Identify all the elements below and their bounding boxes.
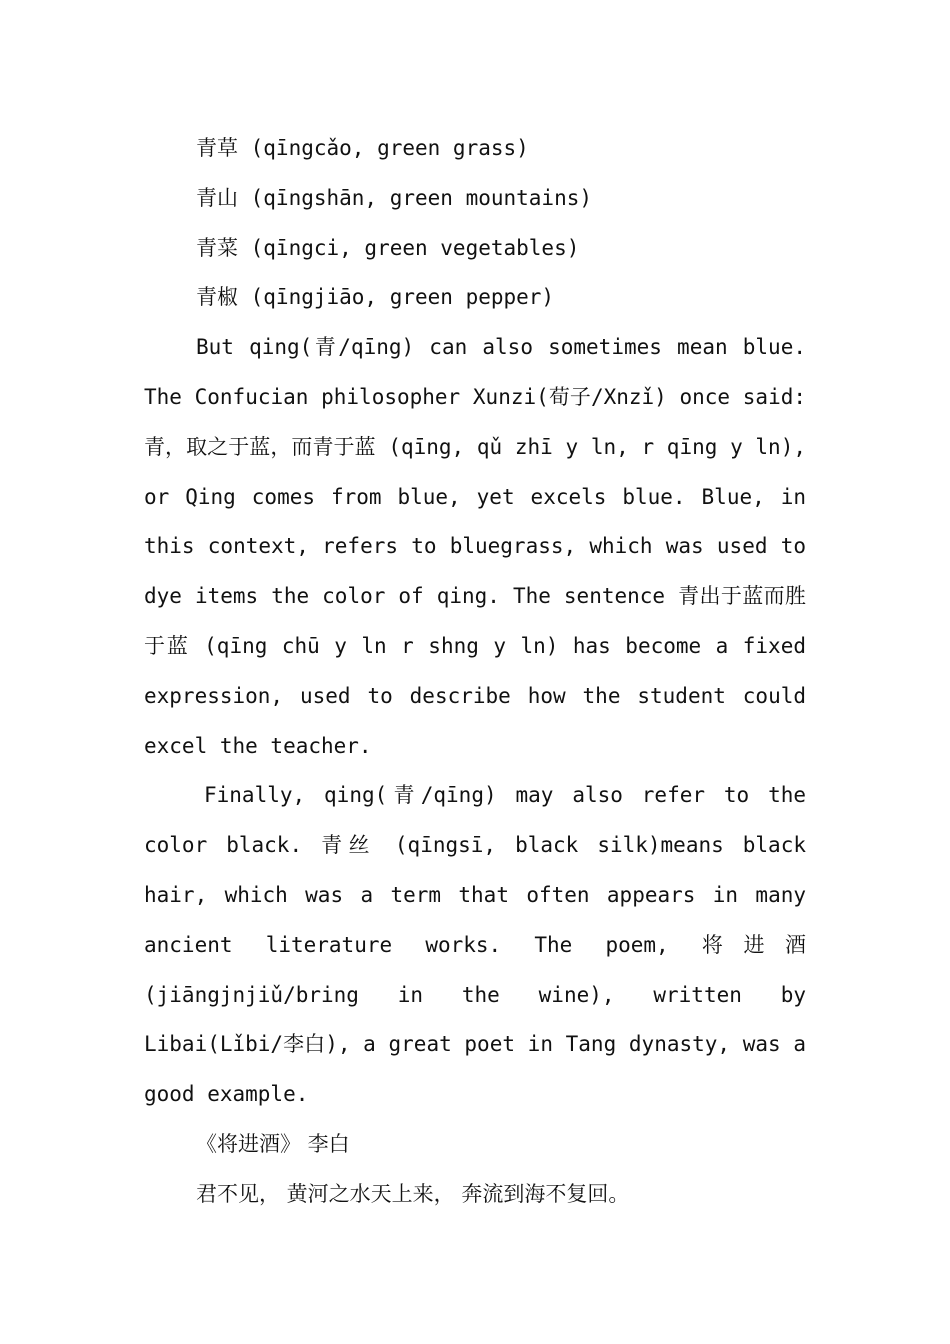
vocab-item-green-grass: 青草 (qīngcǎo, green grass) bbox=[196, 136, 529, 160]
vocab-item-green-mountains: 青山 (qīngshān, green mountains) bbox=[196, 185, 593, 210]
vocab-item-green-vegetables: 青菜 (qīngci, green vegetables) bbox=[196, 235, 580, 260]
document-body bbox=[144, 124, 806, 1220]
paragraph-qing-blue: But qing(青/qīng) can also sometimes mean blue. The Confucian philosopher Xunzi(荀子/Xnzǐ) once said: 青，取之于蓝，而青于蓝 (qīng, qǔ zhī y ln, r qīng y ln), or Qing comes from blue, yet excels blue. Blue, in this context, refers to bluegrass, which was used to dye items the color of qing. The sentence 青出于蓝而胜于蓝 (qīng chū y ln r shng y ln) has become a fixed expression, used to describe how the student could excel the teacher. bbox=[144, 335, 806, 758]
paragraph-qing-black: Finally, qing(青/qīng) may also refer to the color black. 青丝 (qīngsī, black silk)means black hair, which was a term that often appears in many ancient literature works. The poem, 将进酒 (jiāngjnjiǔ/bring in the wine), written by Libai(Lǐbi/李白), a great poet in Tang dynasty, was a good example. bbox=[144, 783, 806, 1107]
poem-title: 《将进酒》 李白 bbox=[196, 1131, 350, 1156]
vocab-item-green-pepper: 青椒 (qīngjiāo, green pepper) bbox=[196, 285, 555, 310]
poem-line: 君不见， 黄河之水天上来， 奔流到海不复回。 bbox=[196, 1181, 630, 1206]
